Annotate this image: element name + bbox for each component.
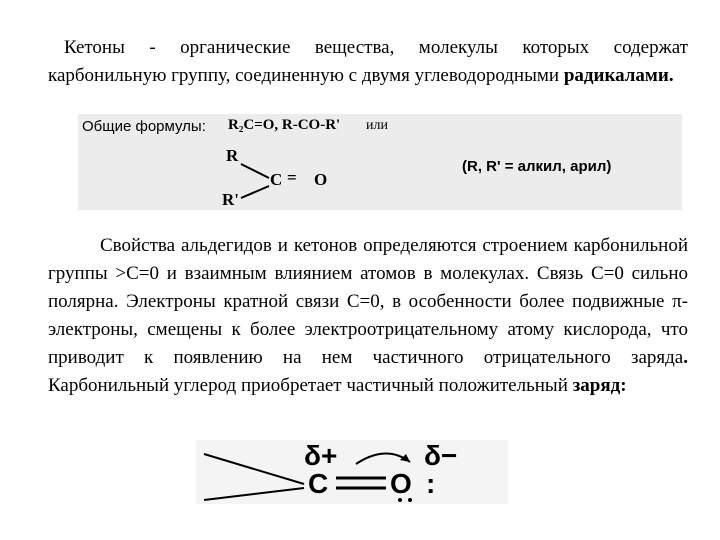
double-bond: =: [287, 168, 297, 187]
delta-plus: δ+: [304, 440, 338, 471]
radical-note: (R, R' = алкил, арил): [462, 158, 612, 175]
bond-line-lower: [204, 488, 304, 500]
delta-minus: δ−: [424, 440, 458, 471]
formula-text: R₂C=O, R-CO-R': [228, 117, 341, 133]
bond-r-c: [241, 164, 269, 178]
carbonyl-polarization-image: [196, 440, 508, 504]
properties-bold-tail: заряд:: [572, 375, 627, 396]
atom-r-prime: R': [222, 190, 239, 209]
bond-line-upper: [204, 454, 304, 484]
atom-c: C: [270, 170, 283, 189]
intro-bold-tail: радикалами.: [563, 65, 674, 86]
intro-paragraph: [48, 34, 688, 90]
properties-text-2: Карбонильный углерод приобретает частичный положительный: [48, 375, 573, 396]
lone-pair: :: [426, 468, 436, 499]
properties-paragraph: [48, 232, 688, 400]
carbon-atom: C: [308, 468, 329, 499]
intro-text: Кетоны - органические вещества, молекулы которых содержат карбонильную группу, соединенную с двумя углеводородными: [48, 37, 688, 86]
formula-label: Общие формулы:: [82, 118, 206, 135]
polarization-lines: [196, 440, 508, 504]
properties-text: Свойства альдегидов и кетонов определяются строением карбонильной группы >C=0 и взаимным влиянием атомов в молекулах. Связь С=0 сильно полярна. Электроны кратной связи С=0, в особенности более подвижные π-электроны, смещены к более электроотрицательному атому кислорода, что приводит к появлению на нем частичного отрицательного заряда: [48, 235, 688, 368]
atom-r: R: [226, 146, 239, 165]
bond-rprime-c: [241, 186, 269, 198]
oxygen-atom: O: [390, 468, 412, 499]
formula-or: или: [366, 118, 388, 133]
properties-bold-dot: .: [683, 347, 688, 368]
general-formula-image: [78, 114, 682, 210]
atom-o: O: [314, 170, 328, 189]
